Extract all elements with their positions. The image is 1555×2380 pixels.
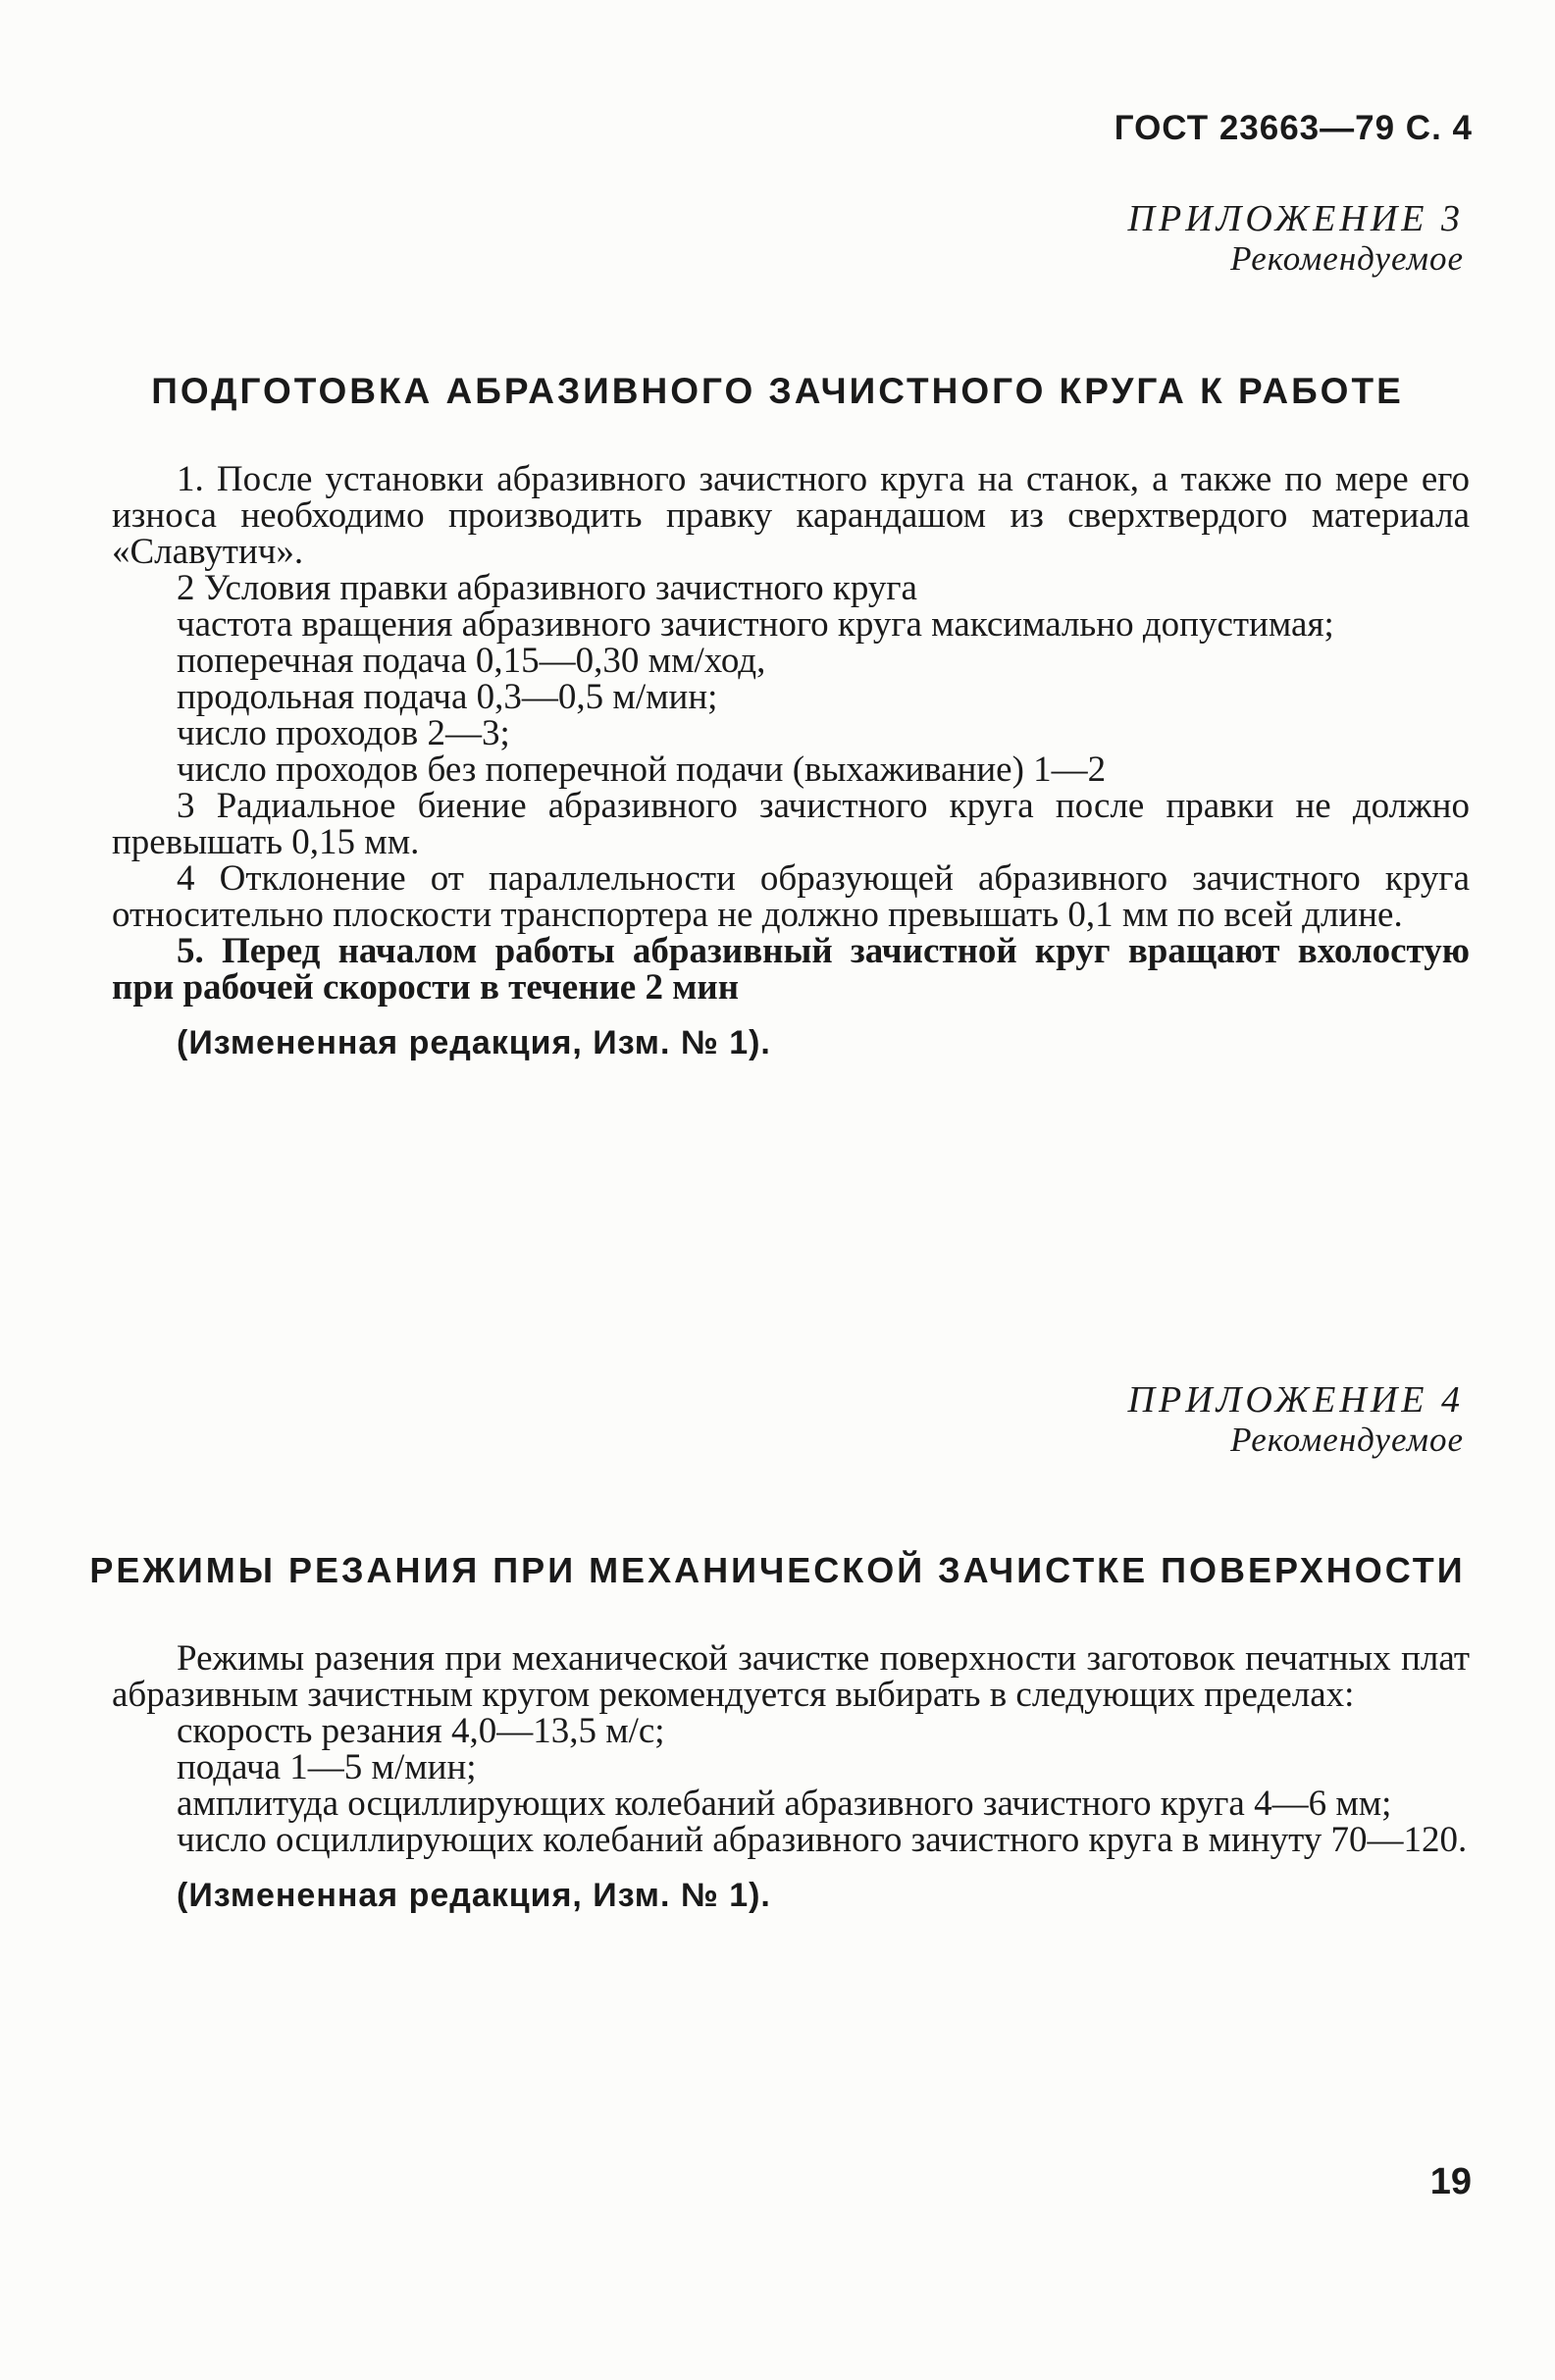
appendix-4-status: Рекомендуемое (1230, 1421, 1464, 1459)
paragraph-3: 3 Радиальное биение абразивного зачистного круга после правки не должно превышать 0,15 мм. (112, 786, 1470, 862)
appendix-3-label (1128, 198, 1464, 279)
paragraph-1: 1. После установки абразивного зачистного круга на станок, а также по мере его износа необходимо производить правку карандашом из сверхтвердого материала «Славутич». (112, 459, 1470, 572)
paragraph-5: 5. Перед началом работы абразивный зачистной круг вращают вхолостую при рабочей скорости в течение 2 мин (112, 931, 1470, 1008)
appendix-3-body (112, 461, 1470, 1061)
cutting-mode-item: скорость резания 4,0—13,5 м/с; (177, 1711, 665, 1751)
cutting-modes-intro: Режимы разения при механической зачистке поверхности заготовок печатных плат абразивным зачистным кругом рекомендуется выбирать в следующих пределах: (112, 1638, 1470, 1715)
standard-reference: ГОСТ 23663—79 С. 4 (1114, 109, 1473, 147)
cutting-mode-item: подача 1—5 м/мин; (177, 1747, 477, 1787)
appendix-3-title: ПОДГОТОВКА АБРАЗИВНОГО ЗАЧИСТНОГО КРУГА К РАБОТЕ (151, 371, 1404, 411)
cutting-mode-item: амплитуда осциллирующих колебаний абразивного зачистного круга 4—6 мм; (177, 1784, 1392, 1824)
appendix-3-status: Рекомендуемое (1230, 239, 1464, 278)
cutting-mode-item: число осциллирующих колебаний абразивного зачистного круга в минуту 70—120. (177, 1820, 1468, 1860)
appendix-4-label (1128, 1379, 1464, 1460)
amendment-note: (Измененная редакция, Изм. № 1). (177, 1024, 771, 1061)
amendment-note: (Измененная редакция, Изм. № 1). (177, 1877, 771, 1914)
dressing-condition-item: частота вращения абразивного зачистного круга максимально допустимая; (177, 604, 1334, 645)
paragraph-2: 2 Условия правки абразивного зачистного круга (177, 568, 917, 608)
dressing-condition-item: продольная подача 0,3—0,5 м/мин; (177, 677, 718, 717)
dressing-condition-item: поперечная подача 0,15—0,30 мм/ход, (177, 641, 766, 681)
paragraph-4: 4 Отклонение от параллельности образующей абразивного зачистного круга относительно плоскости транспортера не должно превышать 0,1 мм по всей длине. (112, 858, 1470, 935)
page-number: 19 (1429, 2161, 1472, 2202)
dressing-condition-item: число проходов 2—3; (177, 713, 510, 753)
appendix-4-number: ПРИЛОЖЕНИЕ 4 (1127, 1379, 1464, 1421)
dressing-condition-item: число проходов без поперечной подачи (выхаживание) 1—2 (177, 750, 1107, 790)
appendix-4-title: РЕЖИМЫ РЕЗАНИЯ ПРИ МЕХАНИЧЕСКОЙ ЗАЧИСТКЕ ПОВЕРХНОСТИ (89, 1550, 1466, 1590)
appendix-3-number: ПРИЛОЖЕНИЕ 3 (1127, 198, 1464, 239)
appendix-4-body (112, 1640, 1470, 1914)
